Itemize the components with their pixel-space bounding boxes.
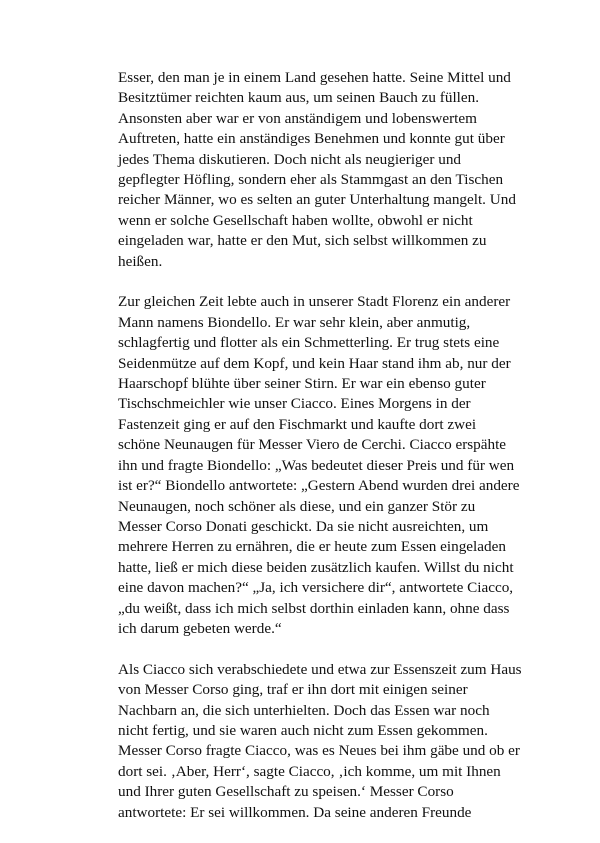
paragraph-3: Als Ciacco sich verabschiedete und etwa zur Essenszeit zum Haus von Messer Corso ging, traf er ihn dort mit einigen seiner Nachbarn an, die sich unterhielten. Doch das Essen war noch nicht fertig, und sie waren auch nicht zum Essen gekommen. Messer Corso fragte Ciacco, was es Neues bei ihm gäbe und ob er dort sei. ‚Aber, Herr‘, sagte Ciacco, ‚ich komme, um mit Ihnen und Ihrer guten Gesellschaft zu speisen.‘ Messer Corso antwortete: Er sei willkommen. Da seine anderen Freunde	[118, 660, 522, 821]
body-text	[118, 68, 522, 843]
paragraph-2: Zur gleichen Zeit lebte auch in unserer Stadt Florenz ein anderer Mann namens Biondello. Er war sehr klein, aber anmutig, schlagfertig und flotter als ein Schmetterling. Er trug stets eine Seidenmütze auf dem Kopf, und kein Haar stand ihm ab, nur der Haarschopf blühte über seiner Stirn. Er war ein ebenso guter Tischschmeichler wie unser Ciacco. Eines Morgens in der Fastenzeit ging er auf den Fischmarkt und kaufte dort zwei schöne Neunaugen für Messer Viero de Cerchi. Ciacco erspähte ihn und fragte Biondello: „Was bedeutet dieser Preis und für wen ist er?“ Biondello antwortete: „Gestern Abend wurden drei andere Neunaugen, noch schöner als diese, und ein ganzer Stör zu Messer Corso Donati geschickt. Da sie nicht ausreichten, um mehrere Herren zu ernähren, die er heute zum Essen eingeladen hatte, ließ er mich diese beiden zusätzlich kaufen. Willst du nicht eine davon machen?“ „Ja, ich versichere dir“, antwortete Ciacco, „du weißt, dass ich mich selbst dorthin einladen kann, ohne dass ich darum gebeten werde.“	[118, 293, 520, 637]
paragraph-1: Esser, den man je in einem Land gesehen hatte. Seine Mittel und Besitztümer reichten kaum aus, um seinen Bauch zu füllen. Ansonsten aber war er von anständigem und lobenswertem Auftreten, hatte ein anständiges Benehmen und konnte gut über jedes Thema diskutieren. Doch nicht als neugieriger und gepflegter Höfling, sondern eher als Stammgast an den Tischen reicher Männer, wo es selten an guter Unterhaltung mangelt. Und wenn er solche Gesellschaft haben wollte, obwohl er nicht eingeladen war, hatte er den Mut, sich selbst willkommen zu heißen.	[118, 69, 516, 270]
